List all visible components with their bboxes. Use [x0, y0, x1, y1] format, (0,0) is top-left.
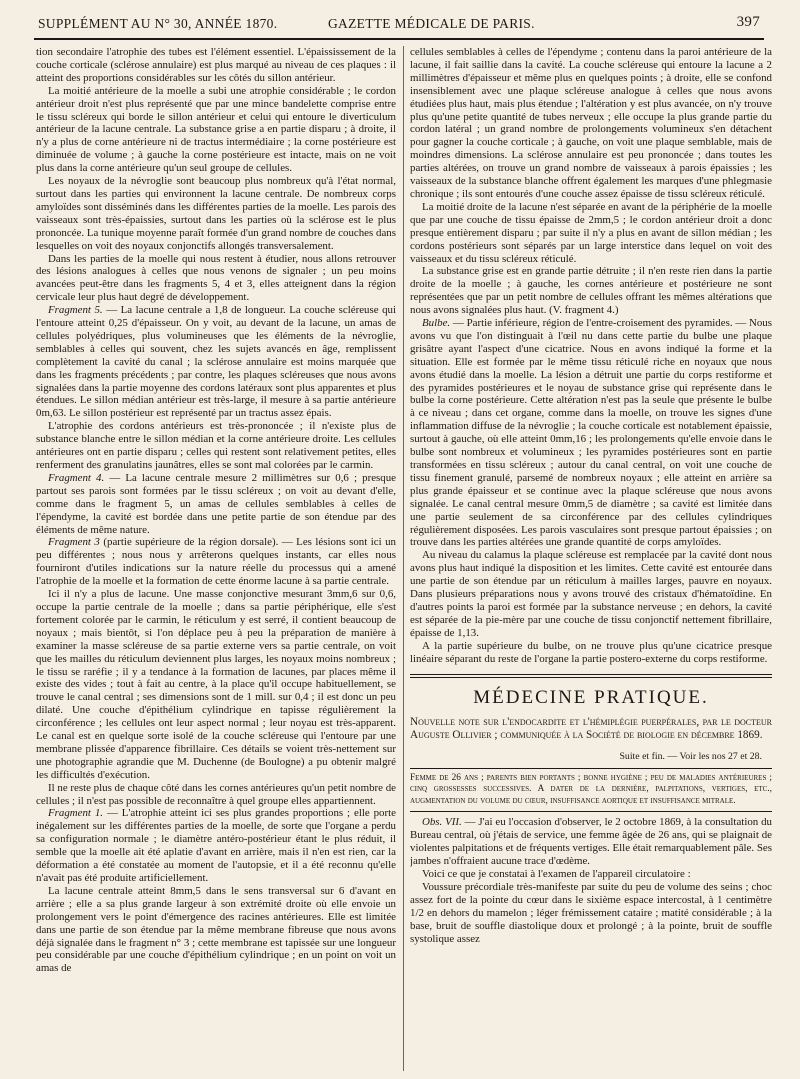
- paragraph-text: — La lacune centrale a 1,8 de longueur. La couche scléreuse qui l'entoure atteint 0,25 d'épaisseur. On y voit, au devant de la lacune, un amas de cellules polyédriques, plus volumineuses que les éléments de la névroglie, semblables à celles qui souvent, chez les sujets avancés en âge, remplissent complètement la cavité du canal ; la sclérose annulaire est moins marquée que dans les fragments précédents ; par contre, les plaques scléreuses que nous avons signalées dans la partie moyenne des cordons latéraux sont plus apparentes et plus étendues. Le sillon médian antérieur est très-large, il mesure à sa partie antérieure 0m,63. Le sillon postérieur est représenté par un tractus assez épais.: [36, 304, 396, 420]
- left-column: [36, 46, 396, 1071]
- observation-paragraph: [410, 868, 772, 881]
- paragraph-lead: Fragment 1.: [48, 807, 104, 820]
- left-paragraph: [36, 304, 396, 420]
- paragraph-text: Au niveau du calamus la plaque scléreuse est remplacée par la cavité dont nous avons plus haut indiqué la disposition et les limites. Cette cavité est entourée dans une partie de son étendue par un réticulum à mailles larges, pauvre en noyaux. Dans plusieurs préparations nous y avons trouvé des cristaux d'hématoïdine. En d'autres points la paroi est formée par la substance nerveuse ; en dehors, la cavité est séparée de la pie-mère par une couche de tissu conjonctif nettement fibrillaire, épaisse de 1,13.: [410, 549, 772, 639]
- paragraph-text: Les noyaux de la névroglie sont beaucoup plus nombreux qu'à l'état normal, surtout dans les parties qui environnent la lacune centrale. De nombreux corps amyloïdes sont disséminés dans les différentes parties de la moelle. Les parois des vaisseaux sont très-épaissies, surtout dans les parties où la sclérose est le plus prononcée. La tunique moyenne paraît formée d'un grand nombre de couches dans lesquelles on voit des noyaux conjonctifs allongés transversalement.: [36, 175, 396, 252]
- paragraph-text: tion secondaire l'atrophie des tubes est l'élément essentiel. L'épaississement de la couche corticale (sclérose annulaire) est plus marqué au niveau de ces plaques : il atteint des proportions considérables sur les côtés du sillon antérieur.: [36, 46, 396, 84]
- left-paragraph: [36, 175, 396, 252]
- left-paragraph: [36, 536, 396, 588]
- column-divider: [403, 46, 404, 1071]
- paragraph-lead: Fragment 3: [48, 536, 100, 549]
- right-paragraph: [410, 265, 772, 317]
- left-paragraph: [36, 782, 396, 808]
- paragraph-text: — La lacune centrale mesure 2 millimètres sur 0,6 ; presque partout ses parois sont formées par le tissu scléreux ; on voit au devant d'elle, comme dans le fragment 5, un amas de cellules semblables à celles de l'épendyme, la cavité est bordée dans une petite partie de son étendue par des éléments de même nature.: [36, 471, 396, 536]
- paragraph-text: (partie supérieure de la région dorsale). — Les lésions sont ici un peu différentes ; nous nous y arrêterons quelques instants, car elles nous fourniront d'utiles indications sur la nature réelle du processus qui a amené l'atrophie de la moelle et la formation de cette énorme lacune à sa partie centrale.: [36, 536, 396, 588]
- left-paragraph: [36, 472, 396, 537]
- right-column-body: [410, 46, 772, 666]
- right-paragraph: [410, 640, 772, 666]
- page-number: 397: [736, 14, 760, 30]
- paragraph-text: cellules semblables à celles de l'épendyme ; contenu dans la paroi antérieure de la lacune, il fait saillie dans la cavité. La couche scléreuse qui entoure la lacune a 2 millimètres d'épaisseur et même plus en quelques points ; à droite, elle se confond insensiblement avec une plaque scléreuse analogue à celles que nous avons étudiées plus haut, mais plus étendue ; l'altération y est plus avancée, on n'y trouve plus qu'une petite quantité de tubes nerveux ; elle occupe la plus grande partie du cordon latéral ; un grand nombre de prolongements volumineux s'en détachent pour gagner la couche corticale ; à gauche, on voit une plaque semblable, mais de moindres dimensions. La sclérose annulaire est peu prononcée ; dans toutes les parties altérées, on trouve un grand nombre de vaisseaux à parois épaissies ; les vaisseaux de la substance blanche offrent également les marques d'une phlegmasie chronique ; ils sont entourés d'une couche assez épaisse de tissu scléreux réticulé.: [410, 46, 772, 200]
- paragraph-text: Voussure précordiale très-manifeste par suite du peu de volume des seins ; choc assez fort de la pointe du cœur dans le sixième espace intercostal, à 1 centimètre 1/2 en dehors du mamelon ; léger frémissement cataire ; matité considérable ; à la base, bruit de souffle diastolique doux et prolongé ; à la pointe, bruit de souffle systolique assez: [410, 880, 772, 945]
- summary-rule-bottom: [410, 811, 772, 812]
- paragraph-text: La lacune centrale atteint 8mm,5 dans le sens transversal sur 6 d'avant en arrière ; elle a sa plus grande largeur à son extrémité droite où elle envoie un prolongement vers le point d'émergence des racines antérieures. Elle est limitée dans une partie de son étendue par la même membrane fibreuse que nous avons déjà signalée dans le fragment n° 3 ; cette membrane est tapissée sur une longueur peu considérable par une couche d'épithélium cylindrique ; en un point on voit un amas de: [36, 884, 396, 975]
- paragraph-lead: Fragment 4.: [48, 471, 105, 484]
- observation-paragraph: [410, 881, 772, 946]
- running-head-issue: SUPPLÉMENT AU N° 30, ANNÉE 1870.: [38, 16, 278, 31]
- paragraph-text: L'atrophie des cordons antérieurs est très-prononcée ; il n'existe plus de substance blanche entre le sillon médian et la corne antérieure droite. Les cellules antérieures ont en partie disparu ; celles qui restent sont relativement petites, elles renferment des granulatins jaunâtres, elles se sont mal colorées par le carmin.: [36, 420, 396, 471]
- paragraph-text: La moitié antérieure de la moelle a subi une atrophie considérable ; le cordon antérieur droit n'est plus représenté que par une mince bandelette comprise entre le tissu scléreux qui borde le sillon antérieur et celui qui entoure le diverticulum antérieur de la lacune centrale. La substance grise a en partie disparu ; à droite, il n'y a plus de corne antérieure ni de tractus intermédiaire ; la corne postérieure est diminuée de volume ; à gauche la corne postérieure est intacte, mais on ne voit plus dans la corne antérieure qu'un seul groupe de cellules.: [36, 84, 396, 175]
- summary-rule-top: [410, 768, 772, 769]
- paragraph-text: — L'atrophie atteint ici ses plus grandes proportions ; elle porte inégalement sur les différentes parties de la moelle, de sorte que l'organe a perdu sa configuration normale ; le diamètre antéro-postérieur étant le plus réduit, il semble que la moelle ait été aplatie d'avant en arrière, mais il n'en est rien, car la déformation a été constatée au moment de l'autopsie, et il a été reconnu qu'elle n'avait pas été produite artificiellement.: [36, 807, 396, 884]
- paragraph-text: La substance grise est en grande partie détruite ; il n'en reste rien dans la partie droite de la moelle ; à gauche, les cornes antérieure et postérieure ne sont représentées que par un petit nombre de cellules offrant les mêmes altérations que nous avons signalées plus haut. (V. fragment 4.): [410, 265, 772, 317]
- paragraph-lead: Obs. VII.: [422, 816, 462, 829]
- paragraph-text: Il ne reste plus de chaque côté dans les cornes antérieures qu'un petit nombre de cellules ; il n'est pas possible de reconnaître à quel groupe elles appartiennent.: [36, 781, 396, 807]
- paragraph-text: A la partie supérieure du bulbe, on ne trouve plus qu'une cicatrice presque linéaire séparant du reste de l'organe la partie postero-externe du corps restiforme.: [410, 639, 772, 665]
- article-title: Nouvelle note sur l'endocardite et l'hémiplégie puerpérales, par le docteur Auguste Ollivier ; communiquée à la Société de biologie en décembre 1869.: [410, 715, 772, 742]
- right-paragraph: [410, 549, 772, 639]
- left-paragraph: [36, 46, 396, 85]
- left-paragraph: [36, 420, 396, 472]
- section-body: [410, 816, 772, 945]
- section-rule-double: [410, 677, 772, 678]
- right-paragraph: [410, 317, 772, 549]
- left-paragraph: [36, 85, 396, 175]
- right-paragraph: [410, 46, 772, 201]
- paragraph-text: — J'ai eu l'occasion d'observer, le 2 octobre 1869, à la consultation du Bureau central, où j'étais de service, une femme âgée de 26 ans, qui se plaignait de violentes palpitations et de fréquents vertiges. Elle était remarquablement pâle. Ses jambes n'offraient aucune trace d'œdème.: [410, 816, 772, 868]
- left-paragraph: [36, 807, 396, 884]
- paragraph-text: Voici ce que je constatai à l'examen de l'appareil circulatoire :: [422, 868, 691, 880]
- running-head: [38, 14, 760, 36]
- section-title: MÉDECINE PRATIQUE.: [473, 686, 709, 708]
- case-summary: Femme de 26 ans ; parents bien portants ; bonne hygiène ; peu de maladies antérieures ; cinq grossesses successives. A dater de la dernière, palpitations, vertiges, etc., augmentation du volume du cœur, insuffisance aortique et insuffisance mitrale.: [410, 772, 772, 806]
- paragraph-text: La moitié droite de la lacune n'est séparée en avant de la périphérie de la moelle que par une couche de tissu épaisse de 2mm,5 ; le cordon antérieur droit a donc presque entièrement disparu ; par suite il n'y a plus en avant de sillon médian ; les cordons postérieurs sont séparés par un large interstice dans lequel on voit des vaisseaux et du tissu scléreux réticulé.: [410, 200, 772, 265]
- left-paragraph: [36, 588, 396, 782]
- running-head-journal: GAZETTE MÉDICALE DE PARIS.: [328, 16, 535, 31]
- right-column: [410, 46, 772, 1071]
- observation-paragraph: [410, 816, 772, 868]
- section-rule: [410, 674, 772, 675]
- left-paragraph: [36, 885, 396, 975]
- paragraph-text: Dans les parties de la moelle qui nous restent à étudier, nous allons retrouver des lésions analogues à celles que nous venons de signaler ; un peu moins avancées peut-être dans les fragments 5, 4 et 3, elles atteignent dans la région cervicale leur plus haut degré de développement.: [36, 252, 396, 304]
- paragraph-text: Ici il n'y a plus de lacune. Une masse conjonctive mesurant 3mm,6 sur 0,6, occupe la partie centrale de la moelle ; dans sa partie périphérique, elle s'est fortement colorée par le carmin, le réticulum y est serré, il contient beaucoup de noyaux ; mais bientôt, si l'on déplace peu à peu la préparation de manière à examiner la masse scléreuse de sa partie externe vers sa partie centrale, on voit que les mailles du réticulum deviennent plus larges, les noyaux moins nombreux ; le tissu se raréfie ; il y a tendance à la formation de lacunes, par places même il existe des vides ; tout à fait au centre, à la place qu'il occupe habituellement, se trouve le canal central ; ses dimensions sont de 1 mill. sur 0,4 ; il est donc un peu dilaté. Une couche d'épithélium cylindrique en tapisse régulièrement la circonférence ; les cellules ont leur aspect normal ; leur noyau est très-apparent. Le canal est en quelque sorte isolé de la couche scléreuse qui l'entoure par une membrane plissée d'apparence fibrillaire. Ces détails se voient très-nettement sur une photographie agrandie que M. Duchenne (de Boulogne) a pu obtenir malgré les difficultés d'exécution.: [36, 588, 396, 781]
- right-paragraph: [410, 201, 772, 266]
- continuation-note: Suite et fin. — Voir les nos 27 et 28.: [619, 750, 762, 762]
- paragraph-lead: Bulbe.: [422, 317, 451, 330]
- header-rule: [34, 38, 764, 40]
- paragraph-text: — Partie inférieure, région de l'entre-croisement des pyramides. — Nous avons vu que l'on distinguait à l'œil nu dans cette partie du bulbe une plaque grisâtre ayant l'aspect d'une cicatrice. Nous en avons indiqué la forme et la situation. Elle est formée par le même tissu réticulé riche en noyaux que nous avons étudié dans la moelle. La lésion a détruit une partie du corps restiforme et des pyramides postérieures et le noyau de substance grise qui représente dans le bulbe la corne postérieure. Cette altération n'est pas la seule que présente le bulbe à ce niveau ; dans cet organe, comme dans la moelle, on trouve les signes d'une inflammation diffuse de la névroglie ; la couche corticale est notablement épaissie, surtout à gauche, où elle atteint 0mm,16 ; les prolongements qu'elle envoie dans le bulbe sont nombreux et volumineux ; les pyramides postérieures sont en partie transformées en tissu scléreux ; autour du canal central, on voit une couche de tissu finement granulé, parsemé de nombreux noyaux ; elle atteint en arrière sa plus grande épaisseur et se continue avec la plaque scléreuse que nous avons signalée. Le canal central mesure 0mm,5 de diamètre ; sa cavité est limitée dans une partie seulement de sa circonférence par des cellules cylindriques régulièrement disposées. Les parois vasculaires sont presque partout épaissies ; on trouve dans les parties altérées une grande quantité de corps amyloïdes.: [410, 317, 772, 549]
- paragraph-lead: Fragment 5.: [48, 304, 103, 317]
- left-paragraph: [36, 253, 396, 305]
